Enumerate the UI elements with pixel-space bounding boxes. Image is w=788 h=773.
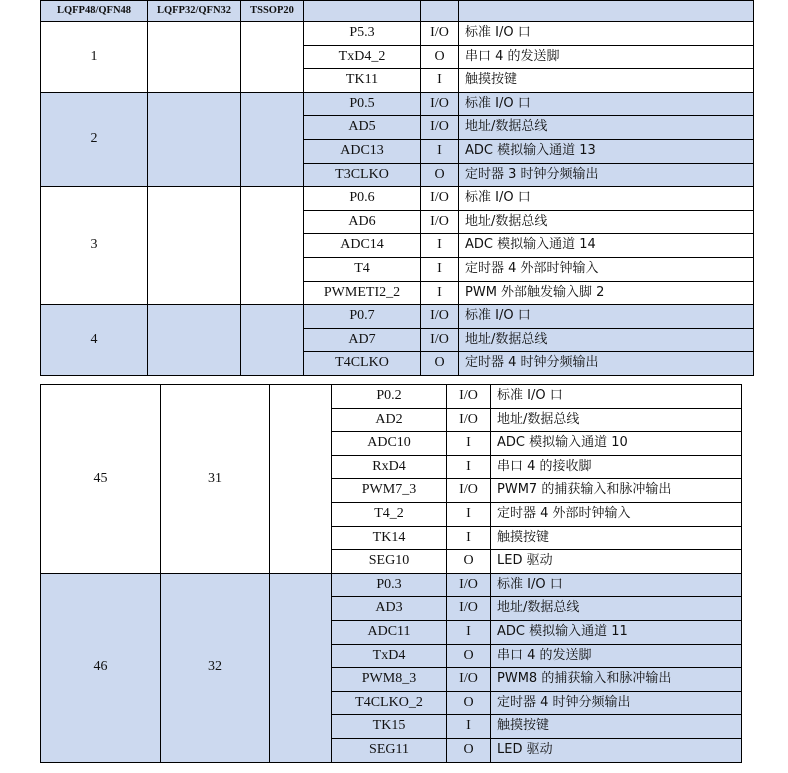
lqfp32-pin-number — [148, 92, 241, 186]
pin-direction: O — [447, 550, 491, 574]
pin-description: 地址/数据总线 — [459, 116, 754, 140]
column-header: LQFP32/QFN32 — [148, 1, 241, 22]
pin-table-bottom — [40, 384, 742, 763]
column-header — [304, 1, 421, 22]
pin-name: T4_2 — [332, 502, 447, 526]
pin-description: 定时器 4 外部时钟输入 — [491, 502, 742, 526]
pin-direction: I/O — [421, 116, 459, 140]
pin-name: P5.3 — [304, 22, 421, 46]
column-header: TSSOP20 — [241, 1, 304, 22]
lqfp32-pin-number — [148, 305, 241, 376]
pin-direction: I/O — [421, 92, 459, 116]
pin-description: 地址/数据总线 — [459, 210, 754, 234]
pin-description: ADC 模拟输入通道 14 — [459, 234, 754, 258]
lqfp48-pin-number: 2 — [41, 92, 148, 186]
pin-direction: I — [421, 281, 459, 305]
table-body — [41, 22, 754, 376]
pin-description: 标准 I/O 口 — [459, 305, 754, 329]
table-row — [41, 573, 742, 597]
pin-direction: O — [447, 691, 491, 715]
pin-direction: I — [421, 139, 459, 163]
pin-direction: I/O — [447, 385, 491, 409]
pin-name: TxD4_2 — [304, 45, 421, 69]
pin-description: 标准 I/O 口 — [491, 573, 742, 597]
pin-direction: I/O — [447, 408, 491, 432]
tssop20-pin-number — [270, 385, 332, 574]
pin-direction: I/O — [421, 328, 459, 352]
pin-direction: I — [421, 234, 459, 258]
pin-name: AD3 — [332, 597, 447, 621]
pin-description: 串口 4 的发送脚 — [459, 45, 754, 69]
pin-description: 定时器 3 时钟分频输出 — [459, 163, 754, 187]
pin-direction: I — [447, 432, 491, 456]
pin-name: ADC14 — [304, 234, 421, 258]
pin-direction: I/O — [421, 22, 459, 46]
pin-direction: I — [447, 502, 491, 526]
pin-direction: O — [447, 738, 491, 762]
pin-name: TK11 — [304, 69, 421, 93]
pin-direction: O — [421, 163, 459, 187]
pin-description: PWM 外部触发输入脚 2 — [459, 281, 754, 305]
pin-name: SEG11 — [332, 738, 447, 762]
pin-description: LED 驱动 — [491, 738, 742, 762]
tssop20-pin-number — [241, 92, 304, 186]
pin-direction: I — [447, 620, 491, 644]
pin-name: ADC13 — [304, 139, 421, 163]
pin-name: P0.5 — [304, 92, 421, 116]
pin-name: ADC10 — [332, 432, 447, 456]
pin-name: T4CLKO — [304, 352, 421, 376]
pin-direction: I — [447, 526, 491, 550]
pin-name: T4 — [304, 257, 421, 281]
pin-name: T4CLKO_2 — [332, 691, 447, 715]
pin-direction: O — [447, 644, 491, 668]
pin-direction: I/O — [447, 479, 491, 503]
pin-direction: I — [447, 715, 491, 739]
pin-description: 定时器 4 时钟分频输出 — [491, 691, 742, 715]
pin-direction: I/O — [447, 573, 491, 597]
pin-name: AD2 — [332, 408, 447, 432]
tssop20-pin-number — [241, 22, 304, 93]
pin-description: PWM8 的捕获输入和脉冲输出 — [491, 668, 742, 692]
pin-direction: I — [421, 257, 459, 281]
column-header — [421, 1, 459, 22]
tssop20-pin-number — [241, 305, 304, 376]
table-row — [41, 187, 754, 211]
pin-name: P0.6 — [304, 187, 421, 211]
tssop20-pin-number — [241, 187, 304, 305]
pin-name: P0.3 — [332, 573, 447, 597]
table-row — [41, 22, 754, 46]
table-row — [41, 385, 742, 409]
lqfp32-pin-number — [148, 187, 241, 305]
pin-direction: O — [421, 352, 459, 376]
lqfp48-pin-number: 3 — [41, 187, 148, 305]
pin-name: P0.7 — [304, 305, 421, 329]
pin-name: SEG10 — [332, 550, 447, 574]
pin-description: 标准 I/O 口 — [459, 187, 754, 211]
pin-description: ADC 模拟输入通道 11 — [491, 620, 742, 644]
pin-description: 触摸按键 — [491, 526, 742, 550]
lqfp48-pin-number: 45 — [41, 385, 161, 574]
pin-description: ADC 模拟输入通道 10 — [491, 432, 742, 456]
pin-description: 串口 4 的发送脚 — [491, 644, 742, 668]
table-row — [41, 92, 754, 116]
pin-name: RxD4 — [332, 455, 447, 479]
pin-name: AD7 — [304, 328, 421, 352]
lqfp32-pin-number: 32 — [161, 573, 270, 762]
pin-description: 地址/数据总线 — [491, 408, 742, 432]
pin-direction: I/O — [421, 305, 459, 329]
pin-name: PWM8_3 — [332, 668, 447, 692]
pin-direction: I/O — [421, 187, 459, 211]
pin-name: AD5 — [304, 116, 421, 140]
pin-direction: I — [447, 455, 491, 479]
pin-name: TK14 — [332, 526, 447, 550]
column-header: LQFP48/QFN48 — [41, 1, 148, 22]
lqfp32-pin-number: 31 — [161, 385, 270, 574]
pin-description: PWM7 的捕获输入和脉冲输出 — [491, 479, 742, 503]
lqfp32-pin-number — [148, 22, 241, 93]
pin-description: 触摸按键 — [459, 69, 754, 93]
pin-name: ADC11 — [332, 620, 447, 644]
pin-description: 定时器 4 时钟分频输出 — [459, 352, 754, 376]
pin-table-top — [40, 0, 754, 376]
pin-direction: I/O — [421, 210, 459, 234]
pin-description: 标准 I/O 口 — [459, 92, 754, 116]
pin-description: ADC 模拟输入通道 13 — [459, 139, 754, 163]
pin-name: TK15 — [332, 715, 447, 739]
pin-description: 标准 I/O 口 — [491, 385, 742, 409]
lqfp48-pin-number: 46 — [41, 573, 161, 762]
table-row — [41, 305, 754, 329]
pin-direction: I/O — [447, 668, 491, 692]
table-header-row — [41, 1, 754, 22]
pin-direction: I — [421, 69, 459, 93]
pin-name: PWM7_3 — [332, 479, 447, 503]
pin-description: 串口 4 的接收脚 — [491, 455, 742, 479]
pin-description: 地址/数据总线 — [491, 597, 742, 621]
pin-direction: I/O — [447, 597, 491, 621]
pin-name: TxD4 — [332, 644, 447, 668]
pin-description: 标准 I/O 口 — [459, 22, 754, 46]
pin-description: 地址/数据总线 — [459, 328, 754, 352]
pin-name: P0.2 — [332, 385, 447, 409]
lqfp48-pin-number: 4 — [41, 305, 148, 376]
pin-name: PWMETI2_2 — [304, 281, 421, 305]
pin-description: 触摸按键 — [491, 715, 742, 739]
pin-direction: O — [421, 45, 459, 69]
table-body — [41, 385, 742, 763]
tssop20-pin-number — [270, 573, 332, 762]
pin-name: T3CLKO — [304, 163, 421, 187]
column-header — [459, 1, 754, 22]
pin-description: 定时器 4 外部时钟输入 — [459, 257, 754, 281]
pin-description: LED 驱动 — [491, 550, 742, 574]
lqfp48-pin-number: 1 — [41, 22, 148, 93]
pin-name: AD6 — [304, 210, 421, 234]
